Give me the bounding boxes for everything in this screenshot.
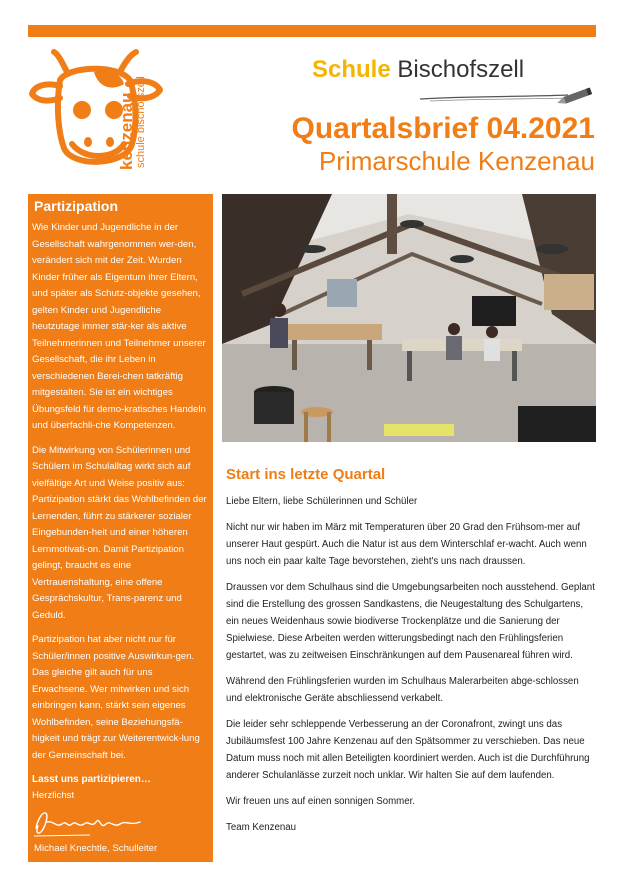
logo-name-big: kenzenau — [117, 92, 136, 170]
logo-name-small: schule bischofszell — [135, 76, 147, 168]
logo-wordmark — [118, 76, 147, 170]
sidebar-paragraph: Die Mitwirkung von Schülerinnen und Schülern im Schulalltag wirkt sich auf vielfältige Art und Weise positiv aus: Partizipation stärkt das Wohlbefinden der Lernenden, führt zu stärkerer sozialer Eingebunden-heit und einer höheren Lernmotivati-on. Damit Partizipation gelingt, braucht es eine Vertrauenshaltung, eine offene Gesprächskultur, Trans-parenz und Geduld. — [32, 444, 207, 621]
sidebar-closing: Herzlichst — [32, 789, 75, 801]
sidebar-paragraph: Partizipation hat aber nicht nur für Schüler/innen positive Auswirkun-gen. Das gleiche gilt auch für uns Erwachsene. Wer mitwirken und sich einbringen kann, stärkt sein eigenes Wohlbefinden, seine Beziehungsfä-higkeit und trägt zur Weiterentwick-lung der Gemeinschaft bei. — [32, 634, 200, 761]
newsletter-title — [291, 112, 595, 176]
brand-part2: Bischofszell — [397, 56, 525, 83]
school-brand — [312, 56, 524, 84]
article-start-quarter — [226, 466, 596, 845]
cow-logo-icon — [28, 44, 168, 184]
title-line1: Quartalsbrief 04.2021 — [291, 112, 595, 145]
sidebar-paragraph: Wie Kinder und Jugendliche in der Gesellschaft wahrgenommen wer-den, verändert sich mit der Zeit. Wurden Kinder früher als Eigentum ihrer Eltern, und später als Schutz-objekte gesehen, gelten Kinder und Jugendliche heutzutage immer stär-ker als aktive Teilnehmerinnen und Teilnehmer unserer Gesellschaft, die ihr Leben in verschiedenen Berei-chen tatkräftig mitgestalten. Sie ist ein wichtiges Übungsfeld für demo-kratisches Handeln und überfachli-che Kompetenzen. — [32, 222, 206, 431]
article-paragraph: Nicht nur wir haben im März mit Temperaturen über 20 Grad den Frühsom-mer auf unserer Haut gespürt. Auch die Natur ist aus dem Winterschlaf er-wacht. Auch wenn uns noch ein paar kalte Tage bevorstehen, zieht's uns nach draussen. — [226, 522, 587, 567]
sidebar-closing-bold: Lasst uns partizipieren… — [32, 774, 151, 785]
article-paragraph: Team Kenzenau — [226, 822, 297, 833]
signature-icon — [30, 802, 150, 842]
sidebar-heading: Partizipation — [34, 198, 119, 214]
pencil-icon — [418, 86, 596, 104]
sidebar-participation — [28, 194, 213, 862]
classroom-photo — [222, 194, 596, 442]
article-paragraph: Die leider sehr schleppende Verbesserung an der Coronafront, zwingt uns das Jubiläumsfest 100 Jahre Kenzenau auf den Spätsommer zu verschieben. Das neue Datum muss noch mit allen Beteiligten koordiniert werden. Auch ist die Durchführung anderer Schulanlässe zurzeit noch unklar. Wir halten Sie auf dem laufenden. — [226, 719, 590, 781]
article-heading: Start ins letzte Quartal — [226, 466, 386, 483]
article-paragraph: Während den Frühlingsferien wurden im Schulhaus Malerarbeiten abge-schlossen und elektronische Geräte abschliessend verkabelt. — [226, 676, 579, 704]
article-paragraph: Wir freuen uns auf einen sonnigen Sommer. — [226, 796, 416, 807]
title-line2: Primarschule Kenzenau — [318, 146, 595, 176]
article-paragraph: Draussen vor dem Schulhaus sind die Umgebungsarbeiten noch ausstehend. Geplant sind die Erstellung des grossen Sandkastens, die Neugestaltung des Schulgartens, ein neues Weidenhaus sowie biodiverse Trockenplätze und die Sanierung der Spielwiese. Diese Arbeiten werden witterungsbedingt nach den Frühlingsferien gestartet, was zu zeitweisen Einschränkungen auf dem Pausenareal führen wird. — [226, 582, 595, 661]
brand-part1: Schule — [312, 56, 391, 83]
article-paragraph: Liebe Eltern, liebe Schülerinnen und Schüler — [226, 496, 418, 507]
top-accent-bar — [28, 25, 596, 37]
signature-name: Michael Knechtle, Schulleiter — [34, 843, 158, 854]
